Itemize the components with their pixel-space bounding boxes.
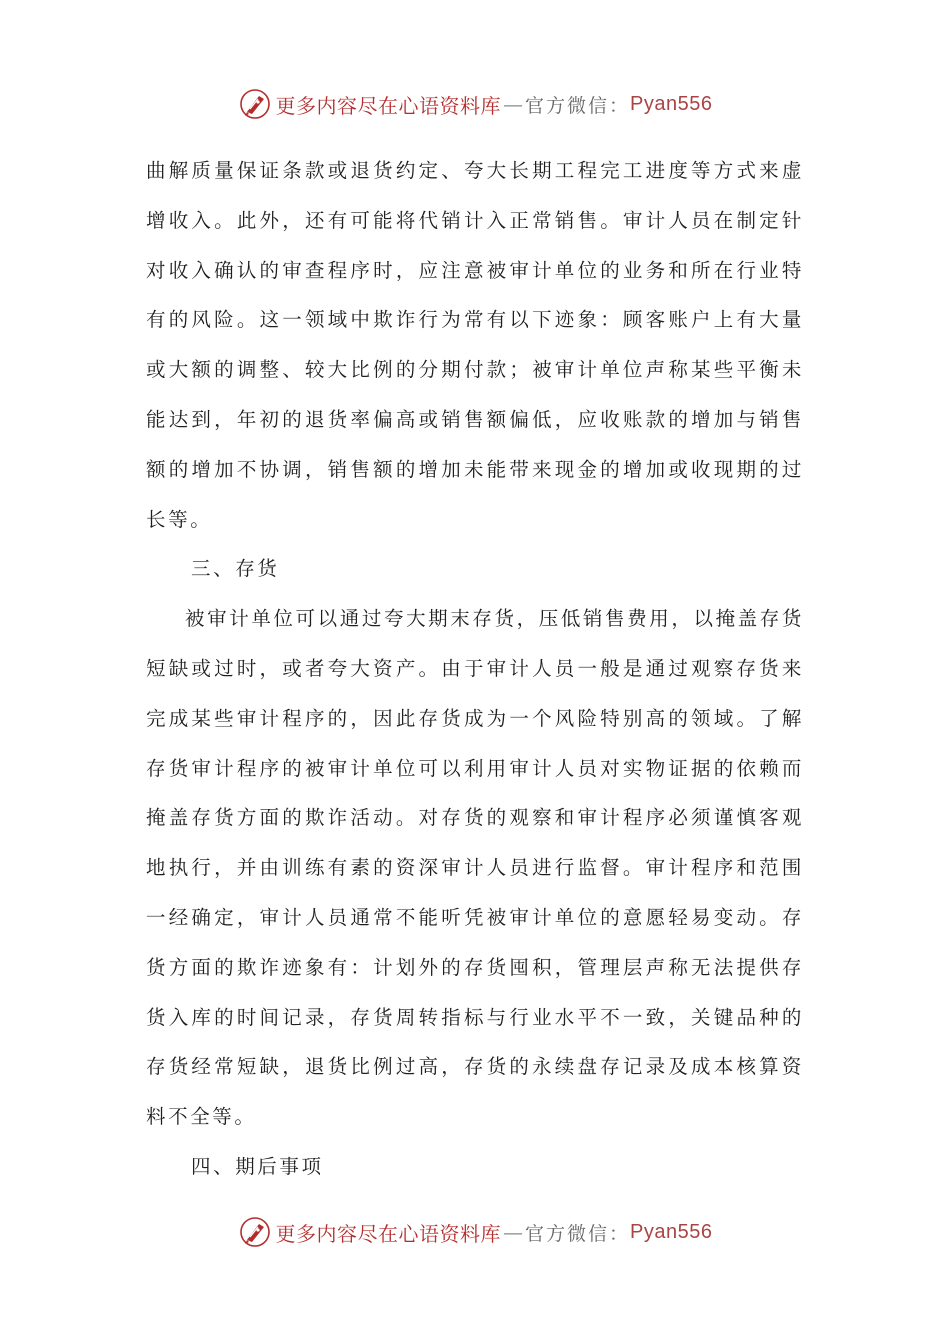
paragraph-revenue-continued: 曲解质量保证条款或退货约定、夸大长期工程完工进度等方式来虚增收入。此外，还有可能将代销计入正常销售。审计人员在制定针对收入确认的审查程序时，应注意被审计单位的业务和所在行业特有的风险。这一领域中欺诈行为常有以下迹象：顾客账户上有大量或大额的调整、较大比例的分期付款；被审计单位声称某些平衡未能达到，年初的退货率偏高或销售额偏低，应收账款的增加与销售额的增加不协调，销售额的增加未能带来现金的增加或收现期的过长等。 [146,159,804,531]
brand-text: 更多内容尽在心语资料库 [275,93,501,118]
wechat-label: 官方微信： [525,1222,631,1245]
document-body [146,146,804,1192]
banner-dash: — [503,1220,523,1244]
wechat-label: 官方微信： [525,94,631,117]
section-heading-inventory: 三、存货 [191,557,280,581]
wechat-id: Pyan556 [630,1220,713,1243]
brand-text: 更多内容尽在心语资料库 [275,1221,501,1246]
footer-banner [0,1210,950,1254]
wechat-id: Pyan556 [630,92,713,115]
header-banner [0,82,950,126]
pen-nib-icon [238,1215,272,1249]
section-heading-subsequent-events: 四、期后事项 [191,1154,324,1178]
pen-nib-icon [238,87,272,121]
banner-dash: — [503,92,523,116]
paragraph-inventory: 被审计单位可以通过夸大期末存货，压低销售费用，以掩盖存货短缺或过时，或者夸大资产。由于审计人员一般是通过观察存货来完成某些审计程序的，因此存货成为一个风险特别高的领域。了解存货审计程序的被审计单位可以利用审计人员对实物证据的依赖而掩盖存货方面的欺诈活动。对存货的观察和审计程序必须谨慎客观地执行，并由训练有素的资深审计人员进行监督。审计程序和范围一经确定，审计人员通常不能听凭被审计单位的意愿轻易变动。存货方面的欺诈迹象有：计划外的存货囤积，管理层声称无法提供存货入库的时间记录，存货周转指标与行业水平不一致，关键品种的存货经常短缺，退货比例过高，存货的永续盘存记录及成本核算资料不全等。 [146,607,804,1129]
